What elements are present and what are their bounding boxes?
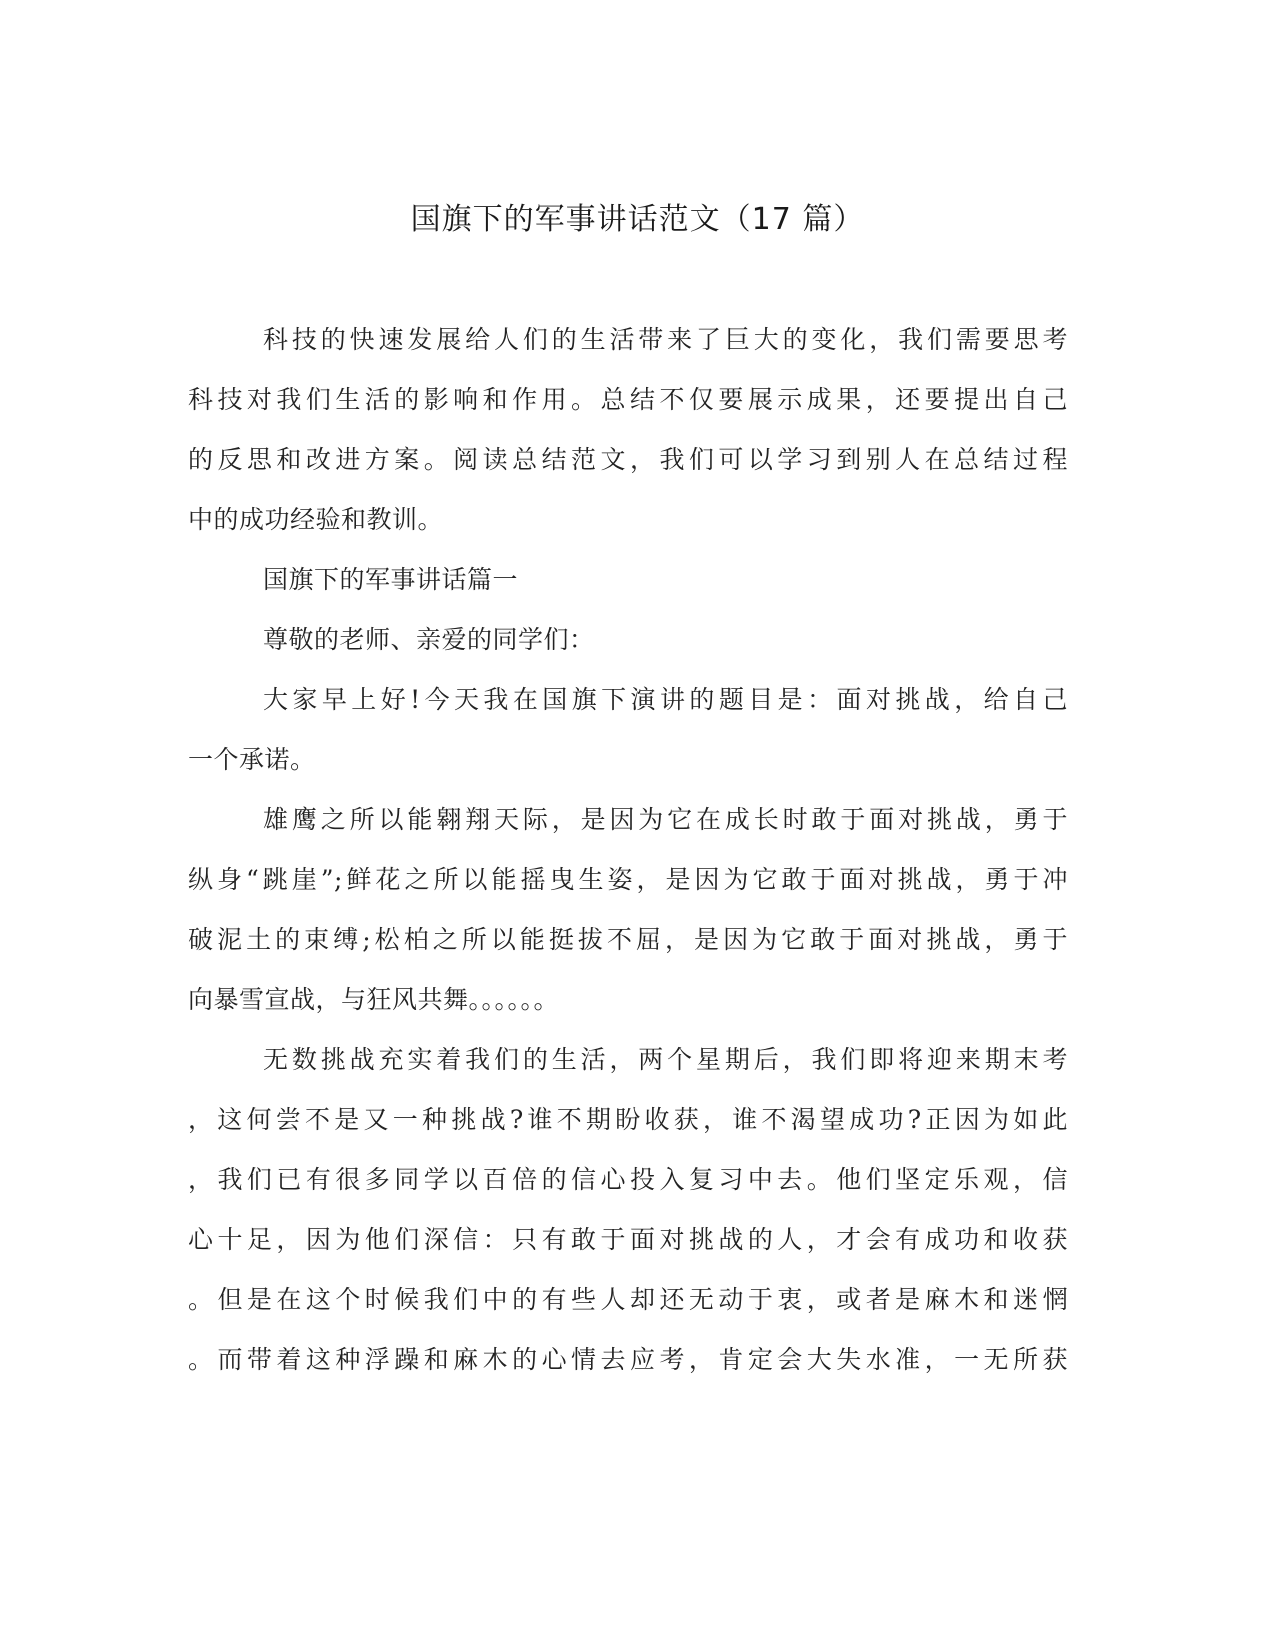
paragraph-line: 雄鹰之所以能翱翔天际，是因为它在成长时敢于面对挑战，勇于 (263, 805, 1068, 834)
paragraph-line: 破泥土的束缚;松柏之所以能挺拔不屈，是因为它敢于面对挑战，勇于 (188, 925, 1068, 954)
document-body (188, 310, 1068, 1390)
paragraph-line: 科技对我们生活的影响和作用。总结不仅要展示成果，还要提出自己 (188, 385, 1068, 414)
paragraph-line: 纵身“跳崖”;鲜花之所以能摇曳生姿，是因为它敢于面对挑战，勇于冲 (188, 865, 1068, 894)
paragraph-line: 心十足，因为他们深信：只有敢于面对挑战的人，才会有成功和收获 (188, 1225, 1068, 1254)
paragraph-line: 中的成功经验和教训。 (188, 505, 444, 534)
paragraph-line: 科技的快速发展给人们的生活带来了巨大的变化，我们需要思考 (263, 325, 1068, 354)
paragraph-line: 大家早上好!今天我在国旗下演讲的题目是：面对挑战，给自己 (263, 685, 1068, 714)
paragraph-line: 无数挑战充实着我们的生活，两个星期后，我们即将迎来期末考 (263, 1045, 1068, 1074)
paragraph-line: 向暴雪宣战，与狂风共舞。。。。。。 (188, 985, 560, 1014)
paragraph-line: 。但是在这个时候我们中的有些人却还无动于衷，或者是麻木和迷惘 (188, 1285, 1068, 1314)
paragraph-line: 。而带着这种浮躁和麻木的心情去应考，肯定会大失水准，一无所获 (188, 1345, 1068, 1374)
section-heading: 国旗下的军事讲话篇一 (263, 565, 519, 594)
paragraph-line: 一个承诺。 (188, 745, 316, 774)
paragraph-line: ，这何尝不是又一种挑战?谁不期盼收获，谁不渴望成功?正因为如此 (188, 1105, 1068, 1134)
salutation: 尊敬的老师、亲爱的同学们： (263, 625, 595, 654)
paragraph-line: 的反思和改进方案。阅读总结范文，我们可以学习到别人在总结过程 (188, 445, 1068, 474)
paragraph-line: ，我们已有很多同学以百倍的信心投入复习中去。他们坚定乐观，信 (188, 1165, 1068, 1194)
document-title: 国旗下的军事讲话范文（17 篇） (410, 202, 865, 237)
